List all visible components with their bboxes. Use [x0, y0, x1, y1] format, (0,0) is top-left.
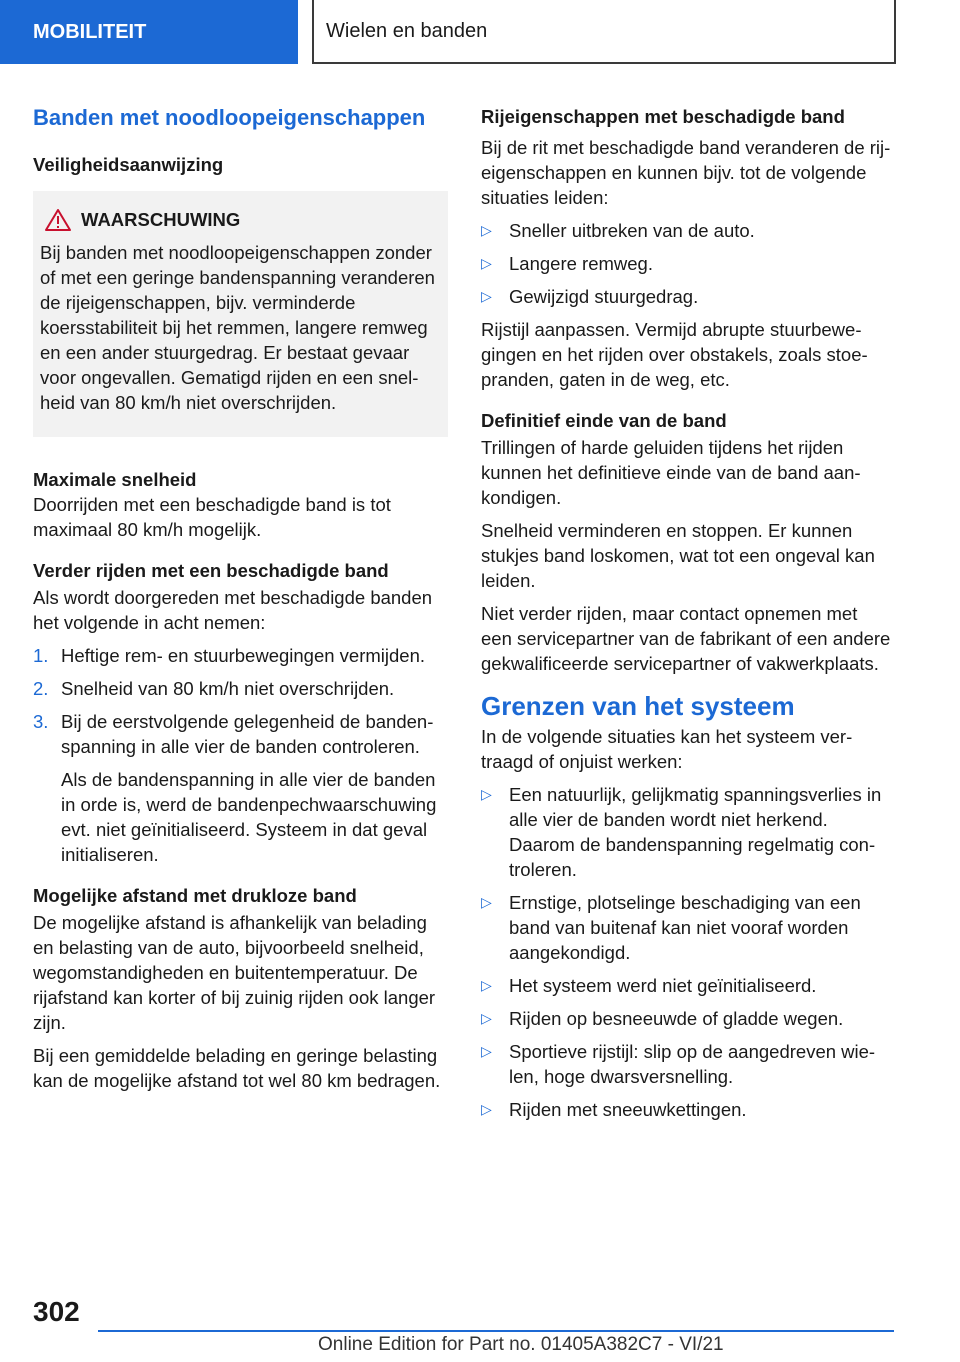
- step3-note: Als de bandenspanning in alle vier de banden in orde is, werd de bandenpechwaarschuwing evt. niet geïnitialiseerd. Systeem in dat geval initialiseren.: [61, 769, 437, 865]
- end-text-2: Snelheid verminderen en stoppen. Er kunnen stukjes band loskomen, wat tot een ongeval kan leiden.: [481, 520, 875, 591]
- list-item: [481, 284, 893, 309]
- list-item-text: Rijden met sneeuwkettingen.: [509, 1099, 747, 1120]
- list-item-text: Ernstige, plotselinge beschadiging van een band van buitenaf kan niet vooraf worden aangekondigd.: [509, 892, 861, 963]
- list-item: [481, 251, 893, 276]
- continue-intro: Als wordt doorgereden met beschadigde banden het volgende in acht nemen:: [33, 587, 433, 633]
- triangle-bullet-icon: ▷: [481, 1043, 492, 1059]
- list-item-text: Sneller uitbreken van de auto.: [509, 220, 755, 241]
- step-text: Snelheid van 80 km/h niet overschrijden.: [61, 678, 395, 699]
- max-speed-text: Doorrijden met een beschadigde band is tot maximaal 80 km/h mogelijk.: [33, 494, 391, 540]
- warning-box: [33, 191, 448, 437]
- limits-list: [481, 782, 893, 1122]
- step-number: 2.: [33, 678, 49, 699]
- step-number: 1.: [33, 645, 49, 666]
- list-item-text: Het systeem werd niet geïnitialiseerd.: [509, 975, 817, 996]
- step-number: 3.: [33, 711, 49, 732]
- chapter-title: Wielen en banden: [312, 0, 896, 64]
- list-item-text: Langere remweg.: [509, 253, 653, 274]
- limits-heading: Grenzen van het systeem: [481, 691, 795, 721]
- triangle-bullet-icon: ▷: [481, 786, 492, 802]
- triangle-bullet-icon: ▷: [481, 255, 492, 271]
- step-text: Heftige rem- en stuurbewegingen vermijden.: [61, 645, 426, 666]
- safety-heading: Veiligheidsaanwijzing: [33, 154, 224, 175]
- warning-text: Bij banden met noodloopeigenschappen zonder of met een geringe bandenspanning veranderen de rijeigenschappen, bijv. verminderde koersstabiliteit bij het remmen, langere remweg en een ander stuurgedrag. Er bestaat gevaar voor ongevallen. Gematigd rijden en een snelheid van 80 km/h niet overschrijden.: [40, 242, 435, 413]
- triangle-bullet-icon: ▷: [481, 288, 492, 304]
- list-item: [481, 1039, 893, 1089]
- warning-header: [40, 207, 440, 232]
- step-text: Bij de eerstvolgende gelegenheid de bandenspanning in alle vier de banden controleren.: [61, 711, 434, 757]
- footer-edition: Online Edition for Part no. 01405A382C7 - VI/21: [318, 1334, 724, 1355]
- end-text-1: Trillingen of harde geluiden tijdens het rijden kunnen het definitieve einde van de band aankondigen.: [481, 437, 861, 508]
- list-item: [33, 676, 448, 701]
- list-item: [481, 973, 893, 998]
- list-item-text: Een natuurlijk, gelijkmatig spanningsverlies in alle vier de banden wordt niet herkend. Daarom de bandenspanning regelmatig controleren.: [509, 784, 882, 880]
- warning-label: WAARSCHUWING: [81, 209, 241, 230]
- damaged-outro: Rijstijl aanpassen. Vermijd abrupte stuurbewegingen en het rijden over obstakels, zoals stoepranden, gaten in de weg, etc.: [481, 319, 868, 390]
- section-heading: Banden met noodloopeigenschappen: [33, 105, 426, 130]
- distance-heading: Mogelijke afstand met drukloze band: [33, 885, 357, 906]
- triangle-bullet-icon: ▷: [481, 894, 492, 910]
- list-item-text: Gewijzigd stuurgedrag.: [509, 286, 699, 307]
- left-column: [33, 104, 448, 1101]
- list-item: [33, 643, 448, 668]
- list-item: [481, 1097, 893, 1122]
- limits-intro: In de volgende situaties kan het systeem vertraagd of onjuist werken:: [481, 726, 853, 772]
- continue-heading: Verder rijden met een beschadigde band: [33, 560, 389, 581]
- distance-text-2: Bij een gemiddelde belading en geringe belasting kan de mogelijke afstand tot wel 80 km bedragen.: [33, 1045, 441, 1091]
- footer-divider: [98, 1330, 894, 1332]
- max-speed-heading: Maximale snelheid: [33, 469, 197, 490]
- triangle-bullet-icon: ▷: [481, 1101, 492, 1117]
- page-number: 302: [33, 1296, 80, 1327]
- triangle-bullet-icon: ▷: [481, 222, 492, 238]
- end-heading: Definitief einde van de band: [481, 410, 727, 431]
- list-item: [481, 218, 893, 243]
- damaged-heading: Rijeigenschappen met beschadigde band: [481, 106, 845, 127]
- triangle-bullet-icon: ▷: [481, 1010, 492, 1026]
- triangle-bullet-icon: ▷: [481, 977, 492, 993]
- list-item-text: Sportieve rijstijl: slip op de aangedreven wielen, hoge dwarsversnelling.: [509, 1041, 876, 1087]
- distance-text-1: De mogelijke afstand is afhankelijk van belading en belasting van de auto, bijvoorbeeld snelheid, wegomstandigheden en buitentemperatuur. De rijafstand kan korter of bij zuinig rijden ook langer zijn.: [33, 912, 436, 1033]
- damaged-list: [481, 218, 893, 309]
- list-item: [481, 782, 893, 882]
- section-tab: MOBILITEIT: [0, 0, 298, 64]
- warning-triangle-icon: [44, 208, 72, 232]
- list-item: [33, 709, 448, 759]
- damaged-intro: Bij de rit met beschadigde band veranderen de rij-eigenschappen en kunnen bijv. tot de volgende situaties leiden:: [481, 137, 891, 208]
- list-item-text: Rijden op besneeuwde of gladde wegen.: [509, 1008, 844, 1029]
- list-item: [481, 890, 893, 965]
- list-item: [481, 1006, 893, 1031]
- right-column: [481, 104, 893, 1130]
- steps-list: [33, 643, 448, 759]
- end-text-3: Niet verder rijden, maar contact opnemen met een servicepartner van de fabrikant of een andere gekwalificeerde servicepartner of vakwerkplaats.: [481, 603, 891, 674]
